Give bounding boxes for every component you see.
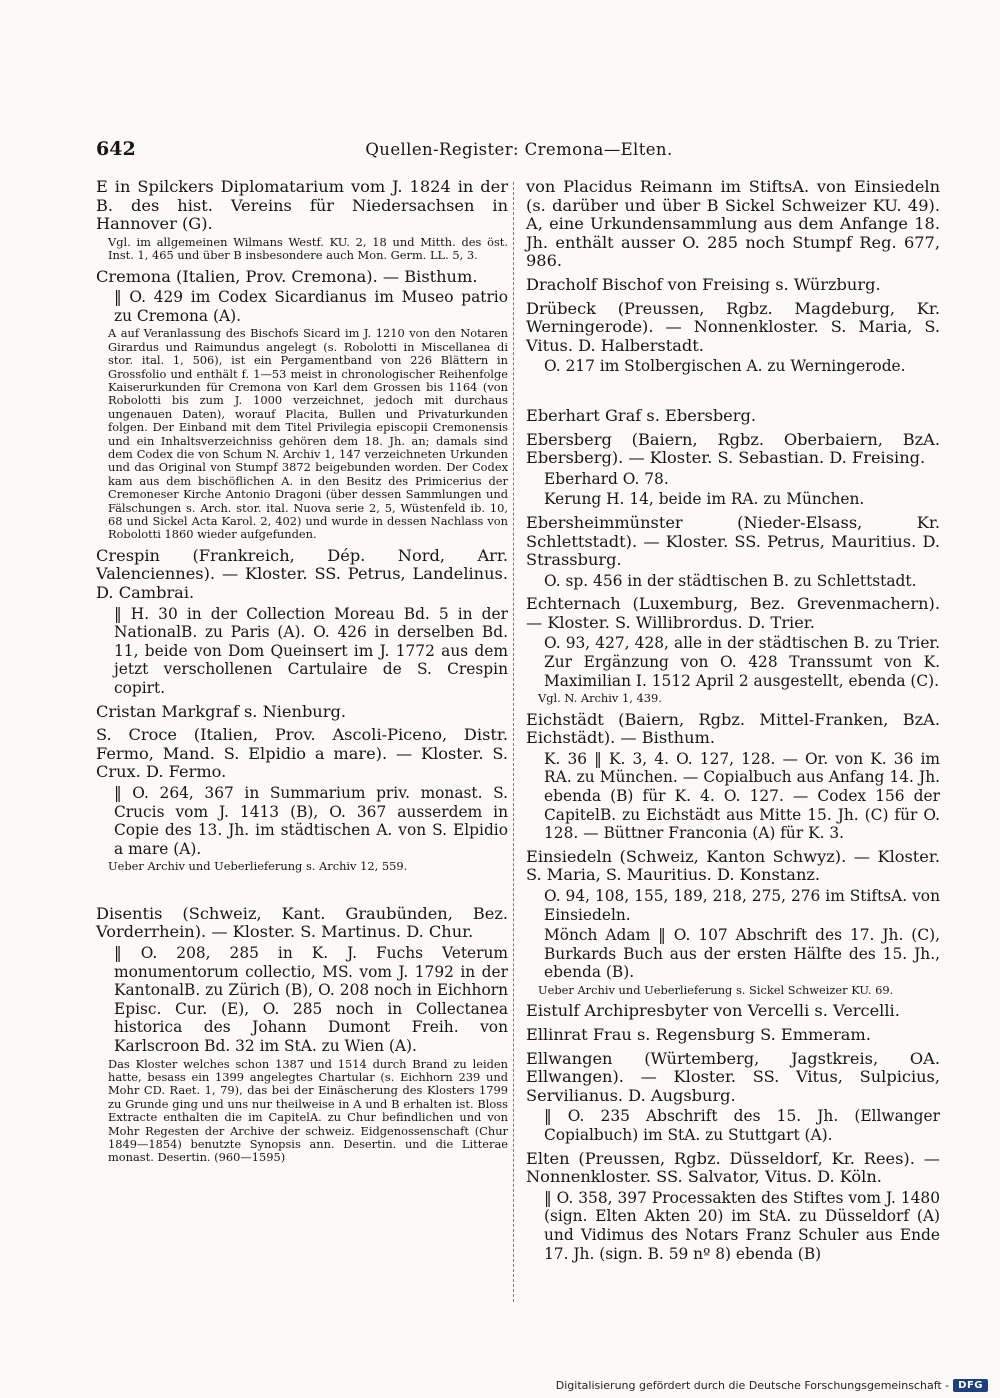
- entry-source: ‖ O. 358, 397 Processakten des Stiftes vom J. 1480 (sign. Elten Akten 20) im StA. zu Düsseldorf (A) und Vidimus des Notars Franz Schuler aus Ende 17. Jh. (sign. B. 59 nº 8) ebenda (B): [544, 1188, 940, 1263]
- footer-credit: Digitalisierung gefördert durch die Deutsche Forschungsgemeinschaft -: [555, 1379, 950, 1392]
- register-entry: [526, 1050, 940, 1145]
- entry-title: Einsiedeln (Schweiz, Kanton Schwyz). — Kloster. S. Maria, S. Mauritius. D. Konstanz.: [526, 846, 940, 885]
- entry-note: Vgl. N. Archiv 1, 439.: [538, 691, 662, 706]
- entry-title: Dracholf Bischof von Freising s. Würzburg.: [526, 274, 881, 294]
- entry-source: ‖ O. 264, 367 in Summarium priv. monast. S. Crucis vom J. 1413 (B), O. 367 ausserdem in Copie des 13. Jh. im städtischen A. von S. Elpidio a mare (A).: [114, 784, 508, 858]
- register-entry: [526, 431, 940, 509]
- entry-note: A auf Veranlassung des Bischofs Sicard im J. 1210 von den Notaren Girardus und Raimundus angelegt (s. Robolotti in Miscellanea di stor. ital. 1, 506), ist ein Pergamentband von 226 Blättern in Grossfolio und enthält f. 1—53 meist in chronologischer Reihenfolge Kaiserurkunden für Cremona von Karl dem Grossen bis 1164 (von Robolotti bis zum J. 1000 verzeichnet, jedoch mit durchaus ungenauen Daten), worauf Placita, Bullen und Privaturkunden folgen. Der Einband mit dem Titel Privilegia episcopii Cremonensis und ein Inhaltsverzeichniss gehören dem 18. Jh. an; damals sind dem Codex die von Schum N. Archiv 1, 147 verzeichneten Urkunden und das Original von Stumpf 3872 beigebunden worden. Der Codex kam aus dem bischöflichen A. in den Besitz des Primicerius der Cremoneser Kirche Antonio Dragoni (über dessen Sammlungen und Fälschungen s. Arch. stor. ital. Nuova serie 2, 5, Wüstenfeld ib. 10, 68 und Sickel Acta Karol. 2, 402) und wurde in dessen Nachlass von Robolotti 1860 wieder aufgefunden.: [108, 326, 508, 542]
- page-number: 642: [96, 138, 136, 160]
- entry-title: Ebersberg (Baiern, Rgbz. Oberbaiern, BzA. Ebersberg). — Kloster. S. Sebastian. D. Freising.: [526, 429, 940, 468]
- register-entry: [526, 407, 940, 426]
- entry-source: ‖ H. 30 in der Collection Moreau Bd. 5 in der NationalB. zu Paris (A). O. 426 in derselben Bd. 11, beide von Dom Queinsert im J. 1772 aus dem jetzt verschollenen Cartulaire de S. Crespin copirt.: [114, 604, 508, 698]
- section-gap: [96, 879, 508, 905]
- entry-title: Ebersheimmünster (Nieder-Elsass, Kr. Schlettstadt). — Kloster. SS. Petrus, Mauritius. D. Strassburg.: [526, 512, 940, 570]
- entry-title: Cristan Markgraf s. Nienburg.: [96, 701, 346, 721]
- register-entry: [526, 178, 940, 271]
- entry-source: ‖ O. 235 Abschrift des 15. Jh. (Ellwanger Copialbuch) im StA. zu Stuttgart (A).: [544, 1107, 940, 1144]
- entry-title: Drübeck (Preussen, Rgbz. Magdeburg, Kr. Werningerode). — Nonnenkloster. S. Maria, S. Vitus. D. Halberstadt.: [526, 298, 940, 355]
- entry-title: Cremona (Italien, Prov. Cremona). — Bisthum.: [96, 266, 478, 286]
- entry-source: ‖ O. 208, 285 in K. J. Fuchs Veterum monumentorum collectio, MS. vom J. 1792 in der KantonalB. zu Zürich (B), O. 208 noch in Eichhorn Episc. Cur. (E), O. 285 noch in Collectanea historica des Johann Dumont Freih. von Karlscroon Bd. 32 im StA. zu Wien (A).: [114, 943, 508, 1055]
- register-entry: [96, 268, 508, 542]
- register-entry: [526, 514, 940, 590]
- entry-title: Crespin (Frankreich, Dép. Nord, Arr. Valenciennes). — Kloster. SS. Petrus, Landelinus. D. Cambrai.: [96, 545, 508, 603]
- entry-source: O. 94, 108, 155, 189, 218, 275, 276 im StiftsA. von Einsiedeln.: [544, 887, 940, 924]
- entry-source: O. sp. 456 in der städtischen B. zu Schlettstadt.: [544, 571, 917, 590]
- entry-note: Das Kloster welches schon 1387 und 1514 durch Brand zu leiden hatte, besass ein 1399 angelegtes Chartular (s. Eichhorn 239 und Mohr CD. Raet. 1, 79), das bei der Einäscherung des Klosters 1799 zu Grunde ging und uns nur theilweise in A und B erhalten ist. Bloss Extracte enthalten die im CapitelA. zu Chur befindlichen und von Mohr Regesten der Archive der schweiz. Eidgenossenschaft (Chur 1849—1854) benutzte Synopsis ann. Desertin. und die Litterae monast. Desertin. (960—1595): [108, 1056, 508, 1165]
- entry-source: Eberhard O. 78.: [544, 469, 669, 488]
- entry-note: Ueber Archiv und Ueberlieferung s. Archiv 12, 559.: [108, 859, 408, 874]
- entry-title: Eberhart Graf s. Ebersberg.: [526, 405, 757, 425]
- register-entry: [526, 276, 940, 295]
- entry-title: Eistulf Archipresbyter von Vercelli s. Vercelli.: [526, 1001, 900, 1021]
- entry-title: Disentis (Schweiz, Kant. Graubünden, Bez. Vorderrhein). — Kloster. S. Martinus. D. Chur.: [96, 903, 508, 942]
- running-head: Quellen-Register: Cremona—Elten.: [365, 140, 673, 159]
- register-entry: [526, 711, 940, 843]
- entry-source: Mönch Adam ‖ O. 107 Abschrift des 17. Jh. (C), Burkards Buch aus der ersten Hälfte des 15. Jh., ebenda (B).: [544, 926, 940, 982]
- register-entry: [96, 703, 508, 722]
- register-entry: [526, 1026, 940, 1045]
- register-entry: [96, 905, 508, 1165]
- entry-source: O. 217 im Stolbergischen A. zu Werningerode.: [544, 357, 906, 376]
- left-column: [96, 178, 508, 1170]
- entry-title: von Placidus Reimann im StiftsA. von Einsiedeln (s. darüber und über B Sickel Schweizer KU. 49). A, eine Urkundensammlung aus dem Anfange 18. Jh. enthält ausser O. 285 noch Stumpf Reg. 677, 986.: [526, 177, 940, 271]
- entry-note: Ueber Archiv und Ueberlieferung s. Sickel Schweizer KU. 69.: [538, 982, 894, 997]
- register-entry: [526, 1002, 940, 1021]
- entry-note: Vgl. im allgemeinen Wilmans Westf. KU. 2, 18 und Mitth. des öst. Inst. 1, 465 und über B insbesondere auch Mon. Germ. LL. 5, 3.: [108, 234, 508, 263]
- entry-source: K. 36 ‖ K. 3, 4. O. 127, 128. — Or. von K. 36 im RA. zu München. — Copialbuch aus Anfang 14. Jh. ebenda (B) für K. 4. O. 127. — Codex 156 der CapitelB. zu Eichstädt aus Mitte 15. Jh. (C) für O. 128. — Büttner Franconia (A) für K. 3.: [544, 749, 940, 843]
- entry-title: Ellwangen (Würtemberg, Jagstkreis, OA. Ellwangen). — Kloster. SS. Vitus, Sulpicius, Servilianus. D. Augsburg.: [526, 1048, 940, 1105]
- register-entry: [96, 178, 508, 263]
- register-entry: [526, 300, 940, 376]
- register-entry: [96, 547, 508, 698]
- entry-title: E in Spilckers Diplomatarium vom J. 1824 in der B. des hist. Vereins für Niedersachsen in Hannover (G).: [96, 177, 508, 234]
- register-entry: [526, 1150, 940, 1264]
- entry-title: S. Croce (Italien, Prov. Ascoli-Piceno, Distr. Fermo, Mand. S. Elpidio a mare). — Kloster. S. Crux. D. Fermo.: [96, 725, 508, 782]
- page-header: [96, 138, 942, 168]
- entry-title: Elten (Preussen, Rgbz. Düsseldorf, Kr. Rees). — Nonnenkloster. SS. Salvator, Vitus. D. Köln.: [526, 1148, 940, 1187]
- section-gap: [526, 381, 940, 407]
- dfg-logo: DFG: [953, 1379, 988, 1392]
- footer: [556, 1379, 988, 1392]
- entry-title: Eichstädt (Baiern, Rgbz. Mittel-Franken, BzA. Eichstädt). — Bisthum.: [526, 709, 940, 748]
- register-entry: [526, 595, 940, 705]
- entry-source: ‖ O. 429 im Codex Sicardianus im Museo patrio zu Cremona (A).: [114, 288, 508, 325]
- register-entry: [96, 726, 508, 874]
- column-divider: [513, 182, 514, 1302]
- entry-title: Echternach (Luxemburg, Bez. Grevenmachern). — Kloster. S. Willibrordus. D. Trier.: [526, 594, 940, 632]
- entry-title: Ellinrat Frau s. Regensburg S. Emmeram.: [526, 1024, 871, 1044]
- register-entry: [526, 848, 940, 998]
- right-column: [526, 178, 940, 1268]
- entry-source: O. 93, 427, 428, alle in der städtischen B. zu Trier. Zur Ergänzung von O. 428 Transsumt von K. Maximilian I. 1512 April 2 ausgestellt, ebenda (C).: [544, 634, 940, 690]
- entry-source: Kerung H. 14, beide im RA. zu München.: [544, 490, 865, 509]
